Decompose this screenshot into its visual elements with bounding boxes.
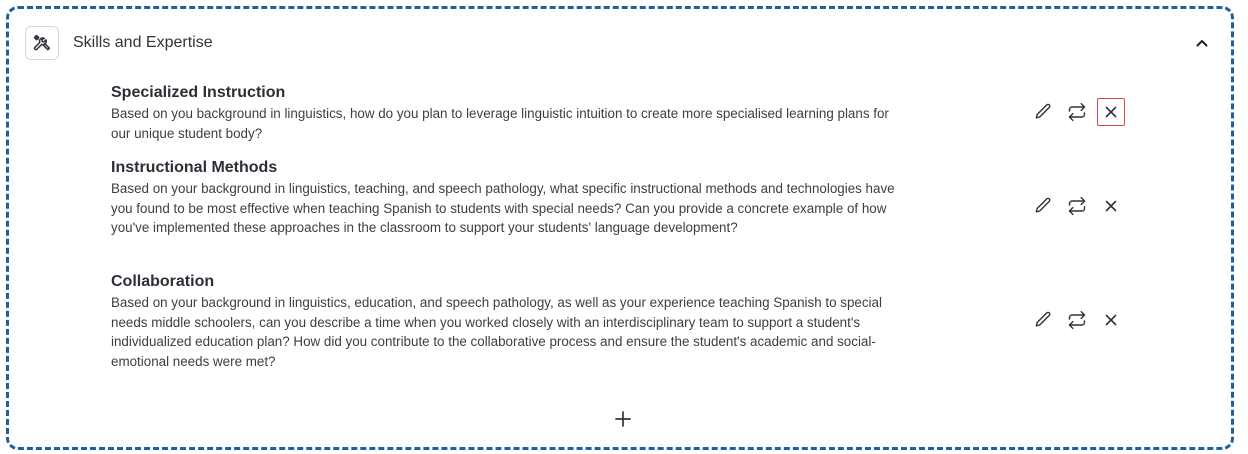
plus-icon[interactable] [609,405,637,433]
section-title: Skills and Expertise [73,34,213,51]
pencil-icon[interactable] [1029,192,1057,220]
swap-arrows-icon[interactable] [1063,98,1091,126]
question-text: Based on you background in linguistics, how do you plan to leverage linguistic intuition to create more specialised learning plans for our unique student body? [111,106,889,141]
question-title: Collaboration [111,273,215,290]
pencil-icon[interactable] [1029,306,1057,334]
item-actions [1029,192,1131,220]
item-actions [1029,98,1131,126]
item-actions [1029,306,1131,334]
question-title: Specialized Instruction [111,84,286,101]
close-icon[interactable] [1097,192,1125,220]
question-title: Instructional Methods [111,159,278,176]
pencil-icon[interactable] [1029,98,1057,126]
list-item [111,271,1151,371]
question-text: Based on your background in linguistics, teaching, and speech pathology, what specific instructional methods and technologies have you found to be most effective when teaching Spanish to students with special needs? Can you provide a concrete example of how you've implemented these approaches in the classroom to support your students' language development? [111,181,895,235]
close-icon[interactable] [1097,98,1125,126]
swap-arrows-icon[interactable] [1063,306,1091,334]
section-header [25,26,1215,64]
list-item [111,82,1151,143]
skills-section-panel [6,6,1234,450]
chevron-up-icon[interactable] [1191,32,1213,54]
question-text: Based on your background in linguistics, education, and speech pathology, as well as your experience teaching Spanish to special needs middle schoolers, can you describe a time when you worked closely with an interdisciplinary team to support a student's individualized education plan? How did you contribute to the collaborative process and ensure the student's academic and social-emotional needs were met? [111,295,882,369]
swap-arrows-icon[interactable] [1063,192,1091,220]
close-icon[interactable] [1097,306,1125,334]
list-item [111,157,1151,238]
tools-icon [25,26,59,60]
